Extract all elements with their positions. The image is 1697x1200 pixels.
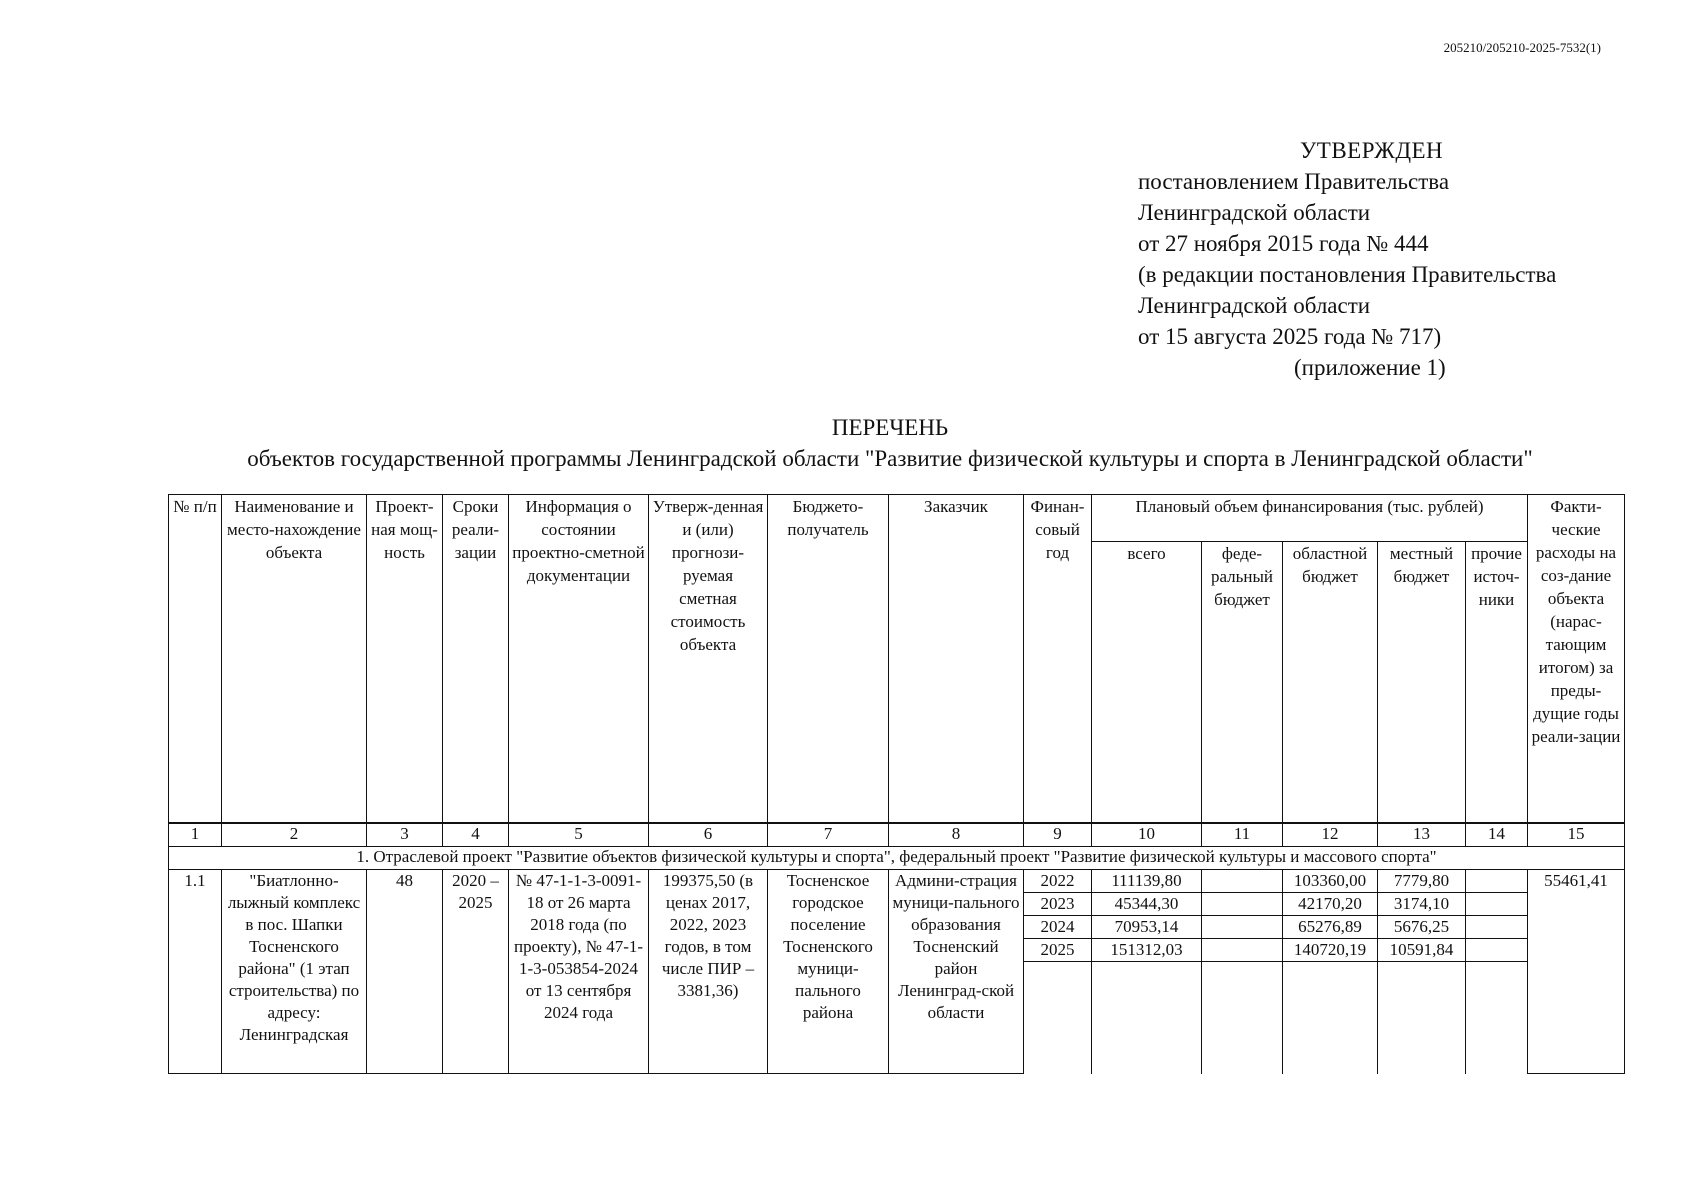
header-row	[169, 495, 1625, 542]
financing-year: 2024	[1024, 916, 1092, 939]
header-other: прочие источ-ники	[1466, 542, 1528, 824]
filler-cell	[1092, 962, 1202, 1074]
appendix-label: (приложение 1)	[1294, 355, 1446, 380]
financing-local: 10591,84	[1378, 939, 1466, 962]
column-number: 15	[1528, 823, 1625, 847]
customer: Админи-страция муници-пального образования Тосненский район Ленинград-ской области	[889, 870, 1024, 1074]
column-number: 9	[1024, 823, 1092, 847]
design-docs-info: № 47-1-1-3-0091-18 от 26 марта 2018 года (по проекту), № 47-1-1-3-053854-2024 от 13 сентября 2024 года	[509, 870, 649, 1074]
table-row	[169, 870, 1625, 893]
object-capacity: 48	[367, 870, 443, 1074]
financing-regional: 42170,20	[1283, 893, 1378, 916]
header-plan: Плановый объем финансирования (тыс. рублей)	[1092, 495, 1528, 542]
approval-title: УТВЕРЖДЕН	[1300, 138, 1444, 163]
column-number: 14	[1466, 823, 1528, 847]
financing-federal	[1202, 939, 1283, 962]
header-actual: Факти-ческие расходы на соз-дание объекта (нарас-тающим итогом) за преды-дущие годы реали-зации	[1528, 495, 1625, 824]
financing-regional: 65276,89	[1283, 916, 1378, 939]
header-total: всего	[1092, 542, 1202, 824]
estimated-cost: 199375,50 (в ценах 2017, 2022, 2023 годов, в том числе ПИР – 3381,36)	[649, 870, 768, 1074]
financing-local: 5676,25	[1378, 916, 1466, 939]
objects-table	[168, 494, 1625, 1074]
section-row	[169, 847, 1625, 870]
approval-line: постановлением Правительства	[1138, 169, 1450, 194]
financing-federal	[1202, 870, 1283, 893]
column-number: 10	[1092, 823, 1202, 847]
header-local: местный бюджет	[1378, 542, 1466, 824]
approval-line: Ленинградской области	[1138, 293, 1371, 318]
filler-cell	[1202, 962, 1283, 1074]
financing-other	[1466, 939, 1528, 962]
filler-cell	[1378, 962, 1466, 1074]
financing-regional: 140720,19	[1283, 939, 1378, 962]
column-number: 7	[768, 823, 889, 847]
approval-line: Ленинградской области	[1138, 200, 1371, 225]
financing-total: 45344,30	[1092, 893, 1202, 916]
header-year: Финан-совый год	[1024, 495, 1092, 824]
actual-expenses: 55461,41	[1528, 870, 1625, 1074]
column-number: 11	[1202, 823, 1283, 847]
header-federal: феде-ральный бюджет	[1202, 542, 1283, 824]
approval-line: от 15 августа 2025 года № 717)	[1138, 324, 1442, 349]
financing-other	[1466, 916, 1528, 939]
heading-subtitle: объектов государственной программы Ленинградской области "Развитие физической культуры и спорта в Ленинградской области"	[247, 446, 1533, 471]
financing-other	[1466, 870, 1528, 893]
header-recipient: Бюджето-получатель	[768, 495, 889, 824]
header-capacity: Проект-ная мощ-ность	[367, 495, 443, 824]
header-regional: областной бюджет	[1283, 542, 1378, 824]
header-name: Наименование и место-нахождение объекта	[222, 495, 367, 824]
financing-total: 151312,03	[1092, 939, 1202, 962]
header-cost: Утверж-денная и (или) прогнози-руемая сметная стоимость объекта	[649, 495, 768, 824]
heading-title: ПЕРЕЧЕНЬ	[831, 415, 949, 440]
approval-block	[1138, 135, 1556, 383]
financing-year: 2022	[1024, 870, 1092, 893]
financing-federal	[1202, 893, 1283, 916]
document-heading	[0, 412, 1697, 474]
filler-cell	[1466, 962, 1528, 1074]
object-terms: 2020 – 2025	[443, 870, 509, 1074]
approval-line: (в редакции постановления Правительства	[1138, 262, 1557, 287]
column-number: 6	[649, 823, 768, 847]
header-terms: Сроки реали-зации	[443, 495, 509, 824]
column-number: 8	[889, 823, 1024, 847]
column-number: 3	[367, 823, 443, 847]
financing-local: 3174,10	[1378, 893, 1466, 916]
header-info: Информация о состоянии проектно-сметной документации	[509, 495, 649, 824]
approval-line: от 27 ноября 2015 года № 444	[1138, 231, 1429, 256]
column-number-row	[169, 823, 1625, 847]
financing-other	[1466, 893, 1528, 916]
column-number: 13	[1378, 823, 1466, 847]
column-number: 2	[222, 823, 367, 847]
financing-year: 2023	[1024, 893, 1092, 916]
column-number: 1	[169, 823, 222, 847]
financing-regional: 103360,00	[1283, 870, 1378, 893]
financing-total: 70953,14	[1092, 916, 1202, 939]
budget-recipient: Тосненское городское поселение Тосненского муници-пального района	[768, 870, 889, 1074]
column-number: 4	[443, 823, 509, 847]
document-id: 205210/205210-2025-7532(1)	[1443, 40, 1601, 55]
header-customer: Заказчик	[889, 495, 1024, 824]
column-number: 5	[509, 823, 649, 847]
financing-year: 2025	[1024, 939, 1092, 962]
financing-total: 111139,80	[1092, 870, 1202, 893]
filler-cell	[1024, 962, 1092, 1074]
row-num: 1.1	[169, 870, 222, 1074]
financing-local: 7779,80	[1378, 870, 1466, 893]
filler-cell	[1283, 962, 1378, 1074]
financing-federal	[1202, 916, 1283, 939]
column-number: 12	[1283, 823, 1378, 847]
section-title: 1. Отраслевой проект "Развитие объектов физической культуры и спорта", федеральный проект "Развитие физической культуры и массового спорта"	[169, 847, 1625, 870]
object-name: "Биатлонно-лыжный комплекс в пос. Шапки Тосненского района" (1 этап строительства) по адресу: Ленинградская	[222, 870, 367, 1074]
header-num: № п/п	[169, 495, 222, 824]
